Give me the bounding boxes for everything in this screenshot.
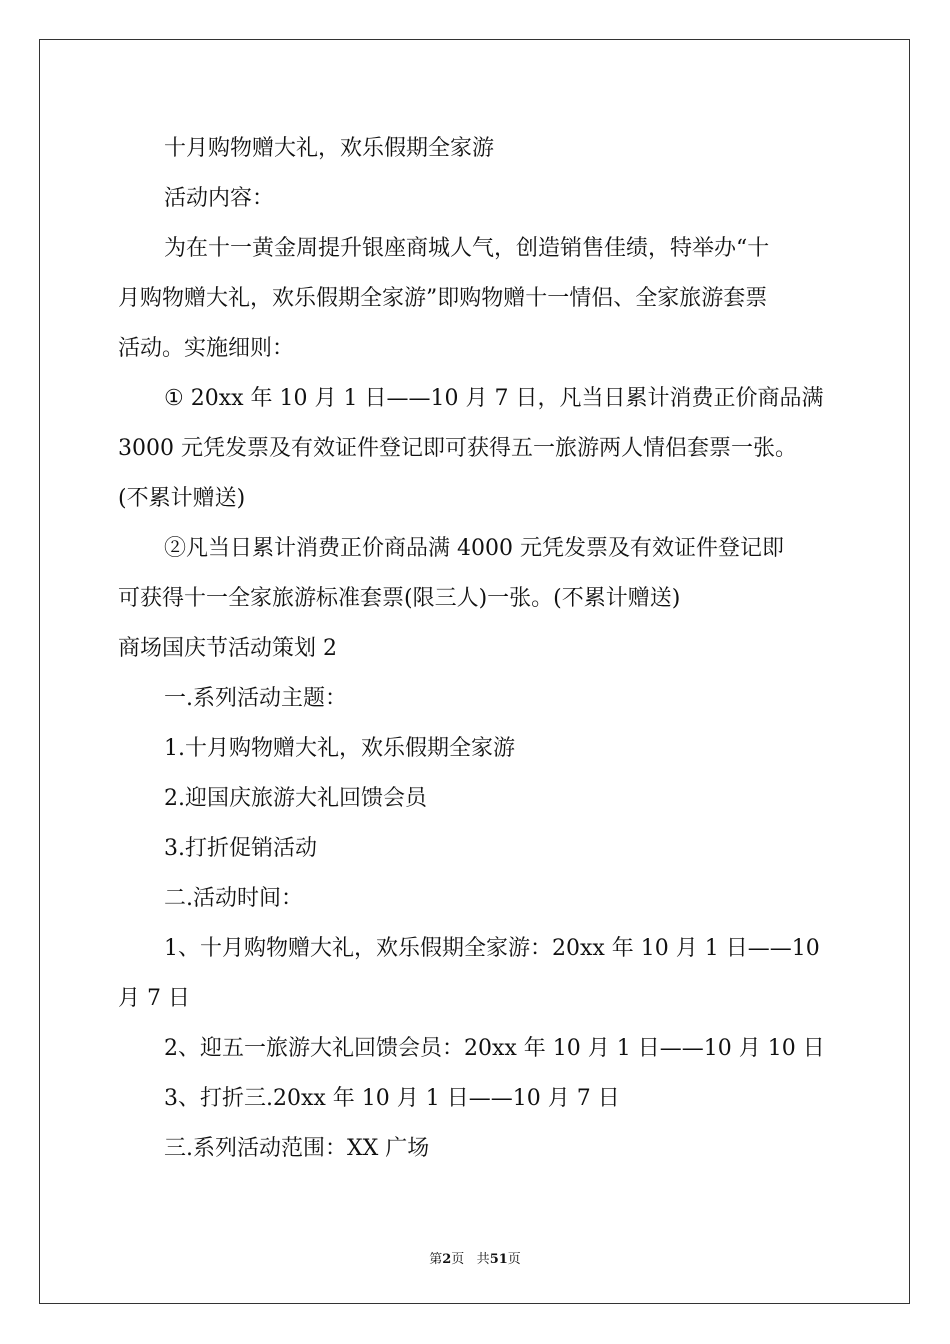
page-footer: [0, 1248, 950, 1267]
section-title: 商场国庆节活动策划 2: [118, 636, 337, 661]
list-heading: 二.活动时间：: [164, 886, 303, 911]
list-item-continuation: 月 7 日: [118, 986, 190, 1011]
paragraph-line: ① 20xx 年 10 月 1 日——10 月 7 日，凡当日累计消费正价商品满: [164, 386, 824, 411]
text-line: 活动内容：: [164, 186, 275, 211]
document-body: [118, 124, 834, 1174]
list-item: 3.打折促销活动: [164, 836, 317, 861]
list-item: 1、十月购物赠大礼，欢乐假期全家游：20xx 年 10 月 1 日——10: [164, 936, 820, 961]
paragraph-line: 可获得十一全家旅游标准套票(限三人)一张。(不累计赠送): [118, 586, 681, 611]
list-heading: 一.系列活动主题：: [164, 686, 347, 711]
list-item: 1.十月购物赠大礼，欢乐假期全家游: [164, 736, 515, 761]
footer-prefix: 第: [429, 1252, 443, 1267]
footer-page-suffix: 页: [451, 1252, 465, 1267]
list-item: 2、迎五一旅游大礼回馈会员：20xx 年 10 月 1 日——10 月 10 日: [164, 1036, 825, 1061]
list-item: 2.迎国庆旅游大礼回馈会员: [164, 786, 427, 811]
total-page-count: 51: [489, 1252, 508, 1267]
paragraph-line: 3000 元凭发票及有效证件登记即可获得五一旅游两人情侣套票一张。: [118, 436, 797, 461]
current-page-number: 2: [442, 1252, 452, 1267]
footer-total-suffix: 页: [507, 1252, 521, 1267]
paragraph-line: 活动。实施细则：: [118, 336, 295, 361]
paragraph-line: 为在十一黄金周提升银座商城人气，创造销售佳绩，特举办“十: [164, 236, 770, 261]
list-heading: 三.系列活动范围：XX 广场: [164, 1136, 430, 1161]
paragraph-line: 月购物赠大礼，欢乐假期全家游”即购物赠十一情侣、全家旅游套票: [118, 286, 768, 311]
list-item: 3、打折三.20xx 年 10 月 1 日——10 月 7 日: [164, 1086, 620, 1111]
paragraph-line: (不累计赠送): [118, 486, 246, 511]
footer-total-prefix: 共: [476, 1252, 490, 1267]
heading-line: 十月购物赠大礼，欢乐假期全家游: [164, 136, 495, 161]
paragraph-line: ②凡当日累计消费正价商品满 4000 元凭发票及有效证件登记即: [164, 536, 784, 561]
